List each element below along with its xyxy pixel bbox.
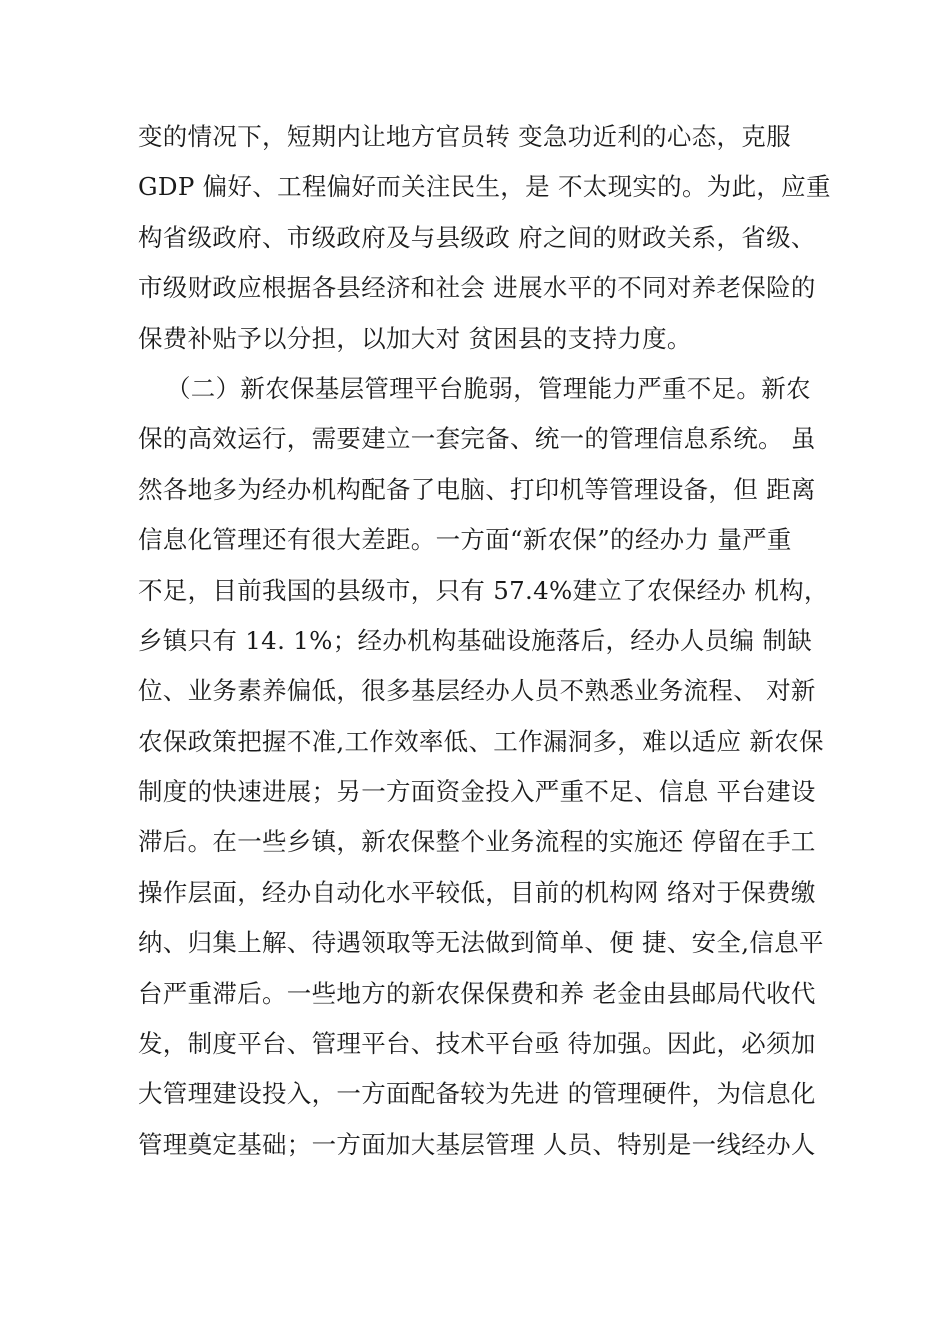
text-line: 不足，目前我国的县级市，只有 57.4%建立了农保经办 机构， xyxy=(138,575,829,605)
text-line: 操作层面，经办自动化水平较低，目前的机构网 络对于保费缴 xyxy=(138,877,816,907)
text-line: 变的情况下，短期内让地方官员转 变急功近利的心态，克服 xyxy=(138,122,791,151)
text-line: 管理奠定基础；一方面加大基层管理 人员、特别是一线经办人 xyxy=(138,1129,816,1159)
text-line: 市级财政应根据各县经济和社会 进展水平的不同对养老保险的 xyxy=(138,273,816,303)
body-text xyxy=(138,112,838,1170)
text-line: 台严重滞后。一些地方的新农保保费和养 老金由县邮局代收代 xyxy=(138,978,816,1008)
text-line: GDP 偏好、工程偏好而关注民生，是 不太现实的。为此，应重 xyxy=(138,172,831,202)
text-line: 乡镇只有 14. 1%；经办机构基础设施落后，经办人员编 制缺 xyxy=(138,625,812,655)
text-line: 保的高效运行，需要建立一套完备、统一的管理信息系统。 虽 xyxy=(138,424,816,454)
text-line: 发，制度平台、管理平台、技术平台亟 待加强。因此，必须加 xyxy=(138,1029,816,1059)
text-line: 信息化管理还有很大差距。一方面“新农保”的经办力 量严重 xyxy=(138,525,792,555)
section-heading-line: （二）新农保基层管理平台脆弱，管理能力严重不足。新农 xyxy=(166,373,811,403)
text-line: 制度的快速进展；另一方面资金投入严重不足、信息 平台建设 xyxy=(138,777,816,807)
text-line: 构省级政府、市级政府及与县级政 府之间的财政关系，省级、 xyxy=(138,222,816,252)
text-line: 农保政策把握不准,工作效率低、工作漏洞多，难以适应 新农保 xyxy=(138,726,824,756)
text-line: 然各地多为经办机构配备了电脑、打印机等管理设备，但 距离 xyxy=(138,474,816,504)
text-line: 纳、归集上解、待遇领取等无法做到简单、便 捷、安全,信息平 xyxy=(138,928,824,958)
text-line: 保费补贴予以分担，以加大对 贫困县的支持力度。 xyxy=(138,323,692,353)
text-line: 位、业务素养偏低，很多基层经办人员不熟悉业务流程、 对新 xyxy=(138,676,816,706)
text-line: 滞后。在一些乡镇，新农保整个业务流程的实施还 停留在手工 xyxy=(138,827,816,857)
text-line: 大管理建设投入，一方面配备较为先进 的管理硬件，为信息化 xyxy=(138,1079,816,1109)
